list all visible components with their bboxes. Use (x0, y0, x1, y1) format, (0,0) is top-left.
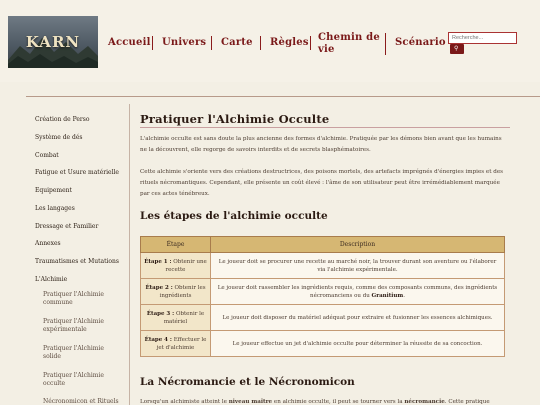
site-logo[interactable] (8, 16, 98, 68)
table-cell-description: Le joueur effectue un jet d'alchimie occulte pour déterminer la réussite de sa concoction. (211, 331, 505, 357)
step-number: Étape 2 : (145, 284, 173, 291)
table-row (141, 253, 505, 279)
table-cell-step (141, 331, 211, 357)
description-text-end: . (403, 292, 405, 299)
step-number: Étape 4 : (144, 336, 172, 343)
search-input[interactable] (448, 32, 517, 44)
step-name: Obtenir le matériel (163, 310, 205, 325)
nav-separator (385, 33, 386, 55)
table-header-row (141, 237, 505, 253)
nav-separator (310, 36, 311, 50)
table-row (141, 305, 505, 331)
nav-separator (211, 36, 212, 50)
table-cell-step (141, 305, 211, 331)
page-title: Pratiquer l'Alchimie Occulte (140, 112, 330, 126)
table-cell-description: Le joueur doit se procurer une recette au marché noir, la trouver durant son aventure ou l'élaborer via l'alchimie expérimentale. (211, 253, 505, 279)
sidebar-item-traumatismes[interactable]: Traumatismes et Mutations (35, 258, 119, 265)
sidebar (26, 104, 130, 405)
nav-carte[interactable]: Carte (221, 37, 253, 48)
sidebar-item-combat[interactable]: Combat (35, 152, 59, 159)
search-icon: ⚲ (454, 45, 459, 52)
sidebar-item-annexes[interactable]: Annexes (35, 240, 61, 247)
step-name: Obtenir une recette (165, 258, 207, 273)
search-button[interactable] (450, 44, 464, 54)
step-name: Effectuer le jet d'alchimie (156, 336, 207, 351)
necromancy-paragraph (140, 398, 504, 405)
step-number: Étape 1 : (144, 258, 172, 265)
title-underline (140, 127, 510, 128)
sidebar-subitem-alchimie-occulte[interactable]: Pratiquer l'Alchimie occulte (43, 372, 104, 387)
necro-text-2: en alchimie occulte, il peut se tourner vers la (272, 399, 405, 405)
table-cell-step (141, 253, 211, 279)
table-row (141, 279, 505, 305)
nav-separator (260, 36, 261, 50)
sidebar-item-equipement[interactable]: Equipement (35, 187, 72, 194)
step-name: Obtenir les ingrédients (159, 284, 206, 299)
header-divider (26, 96, 540, 97)
description-paragraph: Cette alchimie s'oriente vers des créations destructrices, des poisons mortels, des artefacts imprégnés d'énergies impies et des rituels nécromantiques. Cependant, elle présente un coût élevé : l'âme de son utilisateur peut être irrémédiablement marquée par ces actes ténébreux. (140, 169, 504, 197)
granitium-link[interactable]: Granitium (371, 292, 404, 299)
site-header (0, 0, 540, 82)
table-header-step: Étape (141, 237, 211, 253)
nav-regles[interactable]: Règles (270, 37, 309, 48)
step-number: Étape 3 : (146, 310, 175, 317)
nav-chemin-de-vie[interactable]: Chemin de vie (318, 32, 380, 55)
nav-accueil[interactable]: Accueil (108, 37, 151, 48)
sidebar-subitem-necronomicon[interactable]: Nécronomicon et Rituels (43, 398, 119, 405)
sidebar-item-creation-perso[interactable]: Création de Perso (35, 116, 90, 123)
intro-paragraph: L'alchimie occulte est sans doute la plus ancienne des formes d'alchimie. Pratiquée par les démons bien avant que les humains ne la découvrent, elle regorge de savoirs interdits et de secrets blasphématoires. (140, 136, 502, 153)
sidebar-subitem-alchimie-experimentale[interactable]: Pratiquer l'Alchimie expérimentale (43, 318, 104, 333)
sidebar-subitem-alchimie-solide[interactable]: Pratiquer l'Alchimie solide (43, 345, 104, 360)
sidebar-item-systeme-des[interactable]: Système de dés (35, 134, 83, 141)
necromancie-link[interactable]: nécromancie (404, 399, 445, 405)
sidebar-item-alchimie[interactable]: L'Alchimie (35, 276, 68, 283)
logo-text: KARN (25, 33, 81, 51)
niveau-maitre-text: niveau maître (228, 399, 273, 405)
steps-table (140, 236, 505, 357)
table-cell-description (211, 279, 505, 305)
steps-heading: Les étapes de l'alchimie occulte (140, 210, 328, 222)
table-cell-step (141, 279, 211, 305)
nav-separator (152, 36, 153, 50)
sidebar-item-dressage[interactable]: Dressage et Familier (35, 223, 99, 230)
description-text: Le joueur doit rassembler les ingrédients requis, comme des composants communs, des ingrédients nécromanciens ou du (217, 284, 498, 299)
sidebar-item-langages[interactable]: Les langages (35, 205, 75, 212)
table-cell-description: Le joueur doit disposer du matériel adéquat pour extraire et fusionner les essences alchimiques. (211, 305, 505, 331)
nav-univers[interactable]: Univers (162, 37, 207, 48)
nav-scenario[interactable]: Scénario (395, 37, 446, 48)
sidebar-item-fatigue[interactable]: Fatigue et Usure matérielle (35, 169, 119, 176)
necro-text-3: . Cette pratique (444, 399, 490, 405)
necro-text-1: Lorsqu'un alchimiste atteint le (140, 399, 229, 405)
necromancy-heading: La Nécromancie et le Nécronomicon (140, 376, 355, 388)
sidebar-subitem-alchimie-commune[interactable]: Pratiquer l'Alchimie commune (43, 291, 104, 306)
table-row (141, 331, 505, 357)
table-header-description: Description (211, 237, 505, 253)
